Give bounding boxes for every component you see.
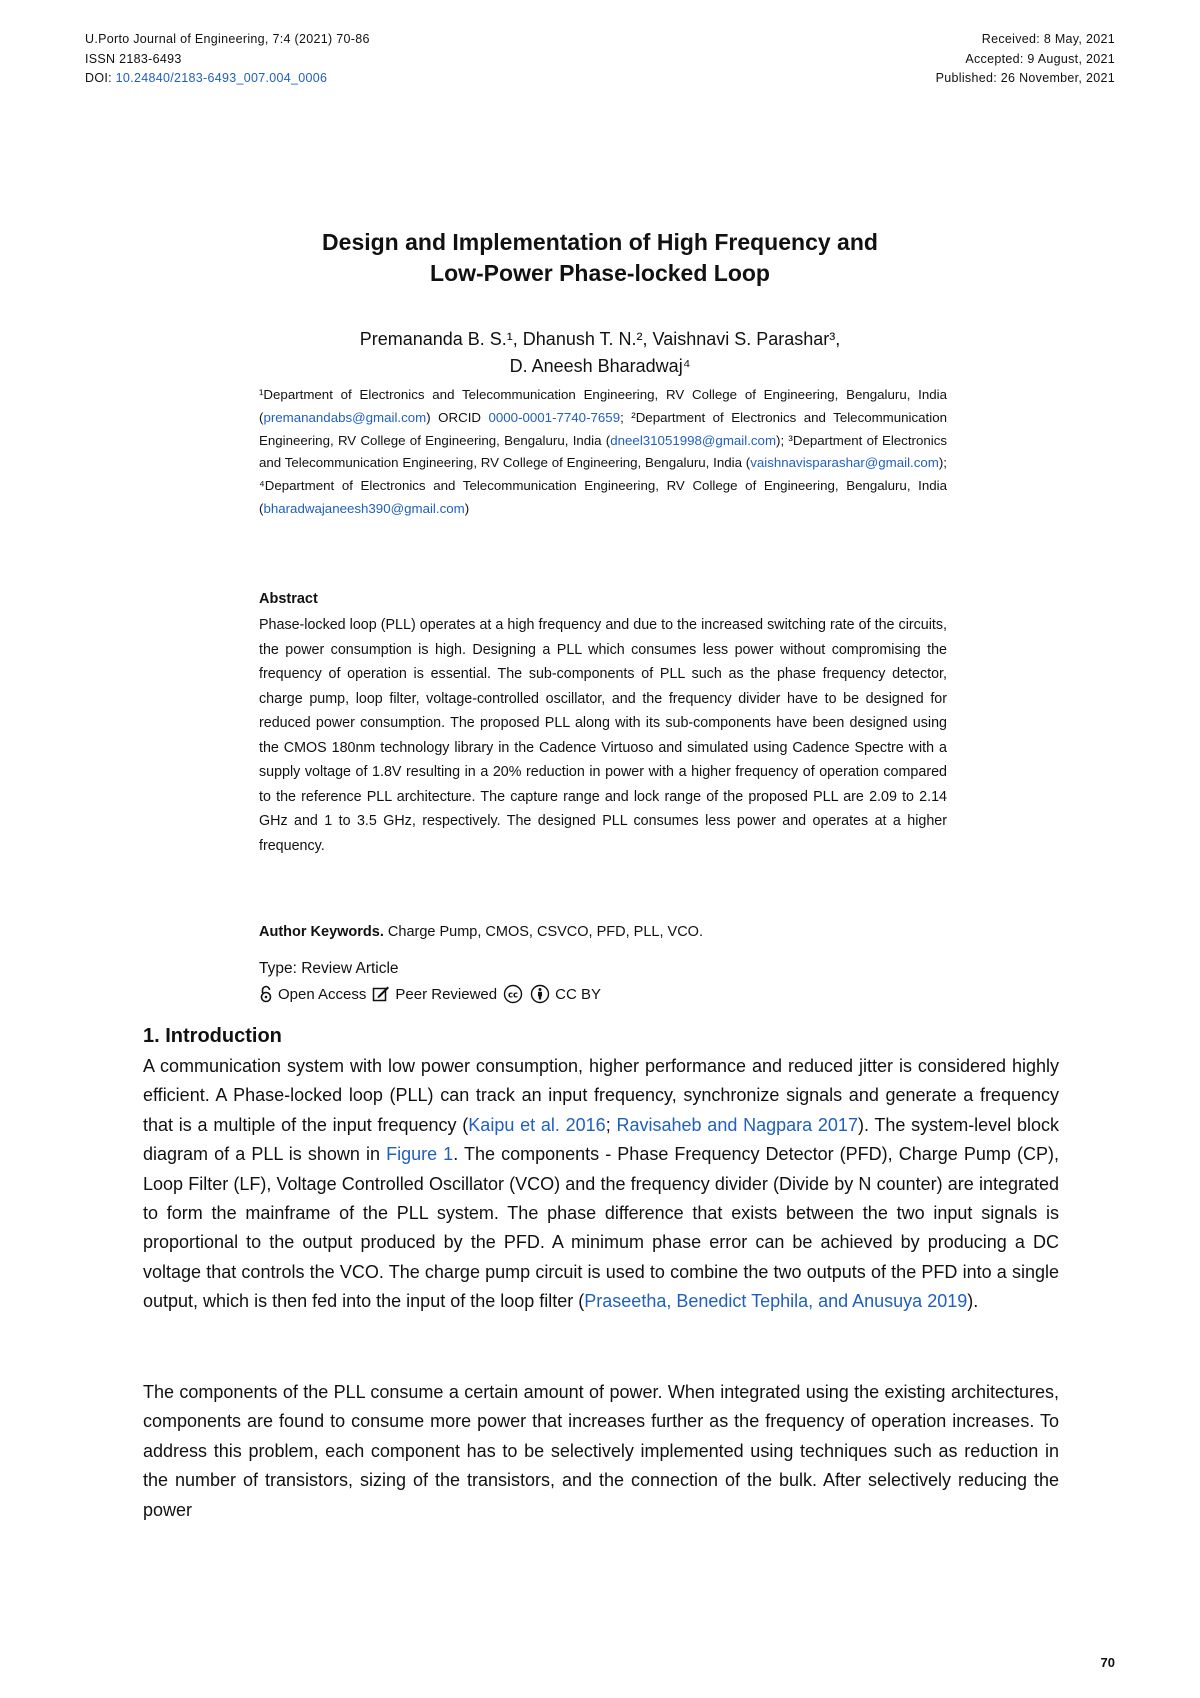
attribution-icon	[530, 984, 550, 1004]
affiliation-2: ; ²Department of Electronics and Telecommunication Engineering, RV College of Engineering, Bengaluru, India (	[259, 409, 947, 448]
access-badges	[259, 984, 607, 1004]
citation-ravisaheb[interactable]: Ravisaheb and Nagpara 2017	[616, 1114, 858, 1135]
orcid-label: ) ORCID	[426, 409, 489, 425]
affiliation-text	[259, 384, 947, 521]
published-date: Published: 26 November, 2021	[935, 71, 1115, 85]
affiliation-1: ¹Department of Electronics and Telecommunication Engineering, RV College of Engineering, Bengaluru, India (	[259, 387, 947, 425]
creative-commons-icon	[503, 984, 525, 1004]
doi-label: DOI:	[85, 71, 116, 85]
figure-1-link[interactable]: Figure 1	[386, 1144, 454, 1165]
title-line-2: Low-Power Phase-locked Loop	[430, 260, 770, 286]
author-list	[0, 326, 1200, 380]
doi-link[interactable]: 10.24840/2183-6493_007.004_0006	[115, 71, 328, 85]
keywords	[259, 924, 703, 940]
authors-line-2: D. Aneesh Bharadwaj⁴	[509, 356, 691, 376]
keywords-label: Author Keywords.	[259, 924, 384, 940]
email-link-1[interactable]: premanandabs@gmail.com	[263, 409, 427, 425]
intro-text-a: A communication system with low power consumption, higher performance and reduced jitter is considered highly efficient. A Phase-locked loop (PLL) can track an input frequency, synchronize signals and generate a frequency that is a multiple of the input frequency (	[143, 1056, 1059, 1135]
journal-header-right	[936, 30, 1115, 89]
citation-kaipu[interactable]: Kaipu et al. 2016	[468, 1114, 606, 1135]
open-access-icon	[259, 985, 273, 1003]
paper-title	[0, 227, 1200, 289]
citation-separator: ;	[605, 1114, 617, 1135]
open-access-label: Open Access	[278, 985, 367, 1003]
affiliation-4: ); ⁴Department of Electronics and Telecommunication Engineering, RV College of Engineering, Bengaluru, India (	[259, 455, 947, 516]
intro-text-c: . The components - Phase Frequency Detector (PFD), Charge Pump (CP), Loop Filter (LF), Voltage Controlled Oscillator (VCO) and the frequency divider (Divide by N counter) are integrated to form the mainframe of the PLL system. The phase difference that exists between the two input signals is proportional to the output produced by the PFD. A minimum phase error can be achieved by producing a DC voltage that controls the VCO. The charge pump circuit is used to combine the two outputs of the PFD into a single output, which is then fed into the input of the loop filter (	[143, 1144, 1059, 1312]
license-label: CC BY	[555, 985, 601, 1003]
peer-reviewed-label: Peer Reviewed	[395, 985, 498, 1003]
intro-text-d: ).	[967, 1291, 979, 1312]
intro-text-b: ). The system-level block diagram of a PLL is shown in	[143, 1114, 1059, 1165]
email-link-3[interactable]: vaishnavisparashar@gmail.com	[750, 455, 939, 471]
email-link-4[interactable]: bharadwajaneesh390@gmail.com	[263, 500, 465, 516]
intro-paragraph-2: The components of the PLL consume a certain amount of power. When integrated using the existing architectures, components are found to consume more power that increases further as the frequency of operation increases. To address this problem, each component has to be selectively implemented using techniques such as reduction in the number of transistors, sizing of the transistors, and the connection of the bulk. After selectively reducing the power	[143, 1382, 1059, 1520]
authors-line-1: Premananda B. S.¹, Dhanush T. N.², Vaishnavi S. Parashar³,	[359, 329, 841, 349]
orcid-link[interactable]: 0000-0001-7740-7659	[488, 409, 621, 425]
article-type: Type: Review Article	[259, 960, 399, 977]
affiliation-end: )	[464, 500, 470, 516]
affiliations	[259, 384, 947, 521]
abstract-heading: Abstract	[259, 591, 318, 607]
accepted-date: Accepted: 9 August, 2021	[965, 51, 1115, 66]
peer-reviewed-icon	[372, 985, 390, 1003]
citation-praseetha[interactable]: Praseetha, Benedict Tephila, and Anusuya 2019	[584, 1291, 968, 1312]
affiliation-3: ); ³Department of Electronics and Telecommunication Engineering, RV College of Engineering, Bengaluru, India (	[259, 432, 947, 471]
email-link-2[interactable]: dneel31051998@gmail.com	[610, 432, 777, 448]
journal-header-left	[85, 30, 370, 89]
title-line-1: Design and Implementation of High Frequency and	[322, 229, 878, 255]
section-heading-introduction: 1. Introduction	[143, 1025, 282, 1047]
keywords-list: Charge Pump, CMOS, CSVCO, PFD, PLL, VCO.	[383, 924, 703, 940]
issn: ISSN 2183-6493	[85, 51, 182, 66]
received-date: Received: 8 May, 2021	[981, 32, 1115, 46]
doi-line	[85, 69, 370, 89]
journal-citation: U.Porto Journal of Engineering, 7:4 (2021) 70-86	[85, 32, 370, 46]
page-number: 70	[1100, 1655, 1115, 1670]
intro-paragraph-1	[143, 1052, 1059, 1317]
abstract-text: Phase-locked loop (PLL) operates at a high frequency and due to the increased switching rate of the circuits, the power consumption is high. Designing a PLL which consumes less power without compromising the frequency of operation is essential. The sub-components of PLL such as the phase frequency detector, charge pump, loop filter, voltage-controlled oscillator, and the frequency divider have to be designed for reduced power consumption. The proposed PLL along with its sub-components have been designed using the CMOS 180nm technology library in the Cadence Virtuoso and simulated using Cadence Spectre with a supply voltage of 1.8V resulting in a 20% reduction in power with a higher frequency of operation compared to the reference PLL architecture. The capture range and lock range of the proposed PLL are 2.09 to 2.14 GHz and 1 to 3.5 GHz, respectively. The designed PLL consumes less power and operates at a higher frequency.	[259, 617, 947, 854]
svg-text:cc: cc	[508, 990, 519, 1001]
